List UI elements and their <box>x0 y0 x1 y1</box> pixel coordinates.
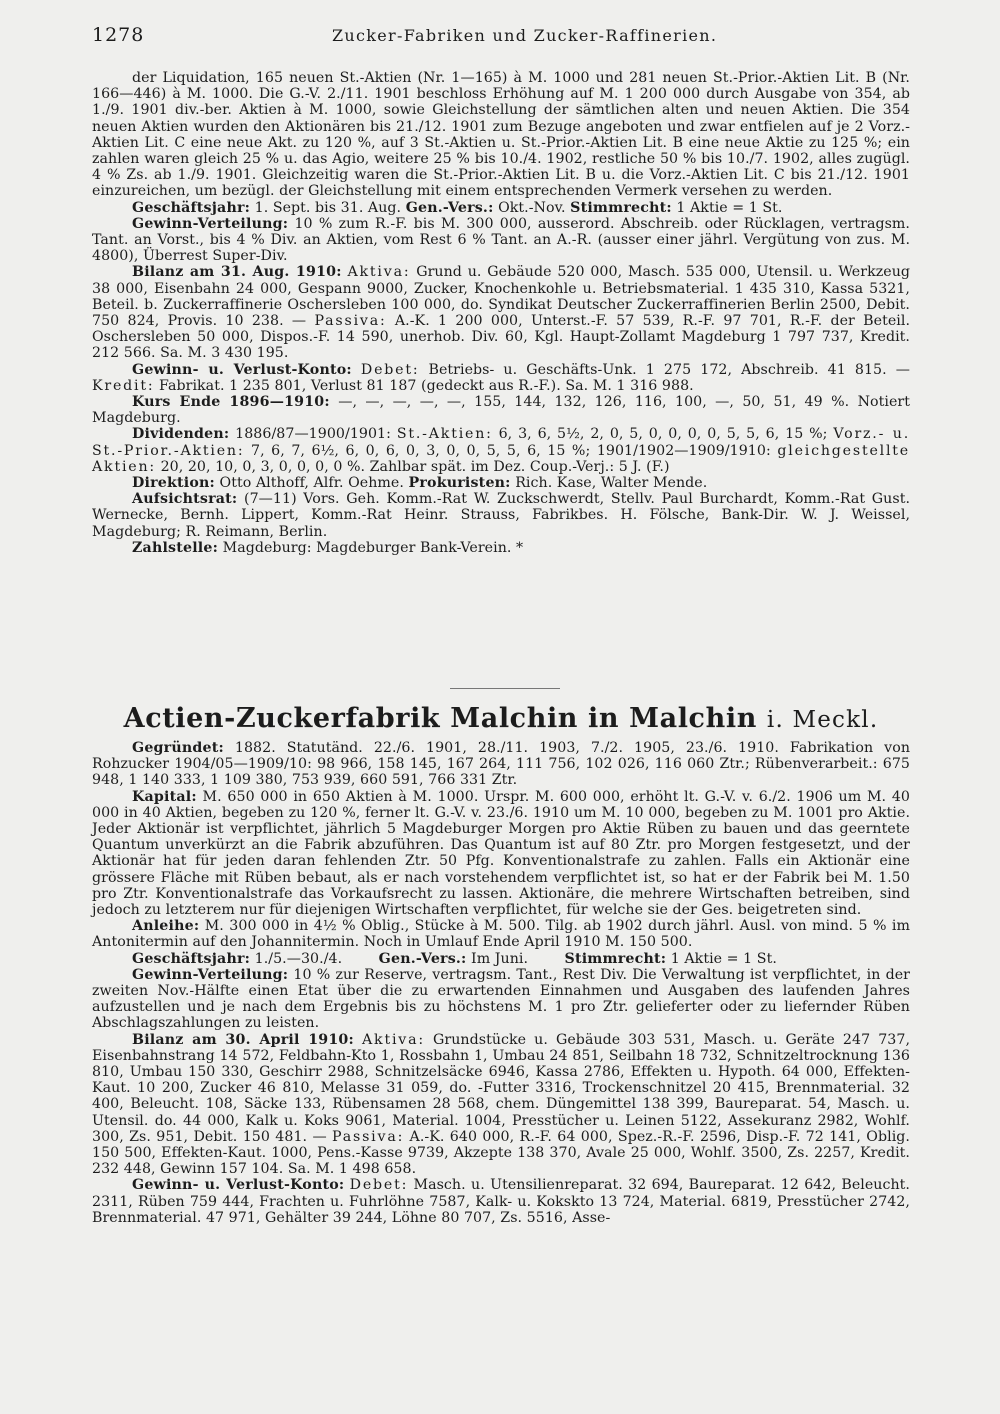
running-header <box>92 24 910 48</box>
stimmrecht-label-2: Stimmrecht: <box>564 950 667 967</box>
dividenden-label: Dividenden: <box>132 426 230 443</box>
genvers-label-2: Gen.-Vers.: <box>378 950 467 967</box>
geschaeftsjahr-paragraph: Geschäftsjahr: 1. Sept. bis 31. Aug. Gen.-Vers.: Okt.-Nov. Stimmrecht: 1 Aktie = 1 St. <box>132 199 783 216</box>
zahlstelle-paragraph: Zahlstelle: Magdeburg: Magdeburger Bank-Verein. * <box>132 539 524 556</box>
aufsichtsrat-label: Aufsichtsrat: <box>132 491 238 508</box>
stimmrecht-label: Stimmrecht: <box>570 199 672 216</box>
gewinn-verteilung-label: Gewinn-Verteilung: <box>132 215 289 232</box>
kurs-label: Kurs Ende 1896—1910: <box>132 394 330 411</box>
liquidation-paragraph: der Liquidation, 165 neuen St.-Aktien (Nr. 1—165) à M. 1000 und 281 neuen St.-Prior.-Aktien Lit. B (Nr. 166—446) à M. 1000. Die G.-V. 2./11. 1901 beschloss Erhöhung auf M. 1 200 000 durch Ausgabe von 354, ab 1./9. 1901 div.-ber. Aktien à M. 1000, sowie Gleichstellung der sämtlichen alten und neuen Aktien. Die 354 neuen Aktien wurden den Aktionären bis 21./12. 1901 zum Bezuge angeboten und zwar entfielen auf je 2 Vorz.-Aktien Lit. C eine neue Akt. zu 120 %, auf 3 St.-Aktien u. St.-Prior.-Aktien Lit. B eine neue Aktie zu 125 %; ein zahlen waren gleich 25 % u. das Agio, weitere 25 % bis 10./4. 1902, restliche 50 % bis 10./7. 1902, alles zugügl. 4 % Zs. ab 1./9. 1901. Gleichzeitig waren die St.-Prior.-Aktien Lit. B u. die Vorz.-Aktien Lit. C bis 21./12. 1901 einzureichen, um bezügl. der Gleichstellung mit einem entsprechenden Vermerk versehen zu werden. <box>92 70 910 200</box>
guv-paragraph: Gewinn- u. Verlust-Konto: Debet: Betriebs- u. Geschäfts-Unk. 1 275 172, Abschreib. 41 815. — Kredit: Fabrikat. 1 235 801, Verlust 81 187 (gedeckt aus R.-F.). Sa. M. 1 316 988. <box>92 361 910 394</box>
company-entry-text <box>92 740 910 1226</box>
prokuristen-label: Prokuristen: <box>408 475 511 492</box>
direktion-paragraph: Direktion: Otto Althoff, Alfr. Oehme. Prokuristen: Rich. Kase, Walter Mende. <box>132 475 708 492</box>
kapital-paragraph: Kapital: M. 650 000 in 650 Aktien à M. 1000. Urspr. M. 600 000, erhöht lt. G.-V. v. 6./2. 1906 um M. 40 000 in 40 Aktien, begeben zu 120 %, ferner lt. G.-V. v. 23./6. 1910 um M. 10 000, begeben zu M. 1001 pro Aktie. Jeder Aktionär ist verpflichtet, jährlich 5 Magdeburger Morgen pro Aktie Rüben zu bauen und das geerntete Quantum unverkürzt an die Fabrik abzuführen. Das Quantum ist auf 80 Ztr. pro Morgen festgesetzt, und der Aktionär hat für jeden daran fehlenden Ztr. 50 Pfg. Konventionalstrafe zu zahlen. Falls ein Aktionär eine grössere Fläche mit Rüben bebaut, als er nach vorstehendem verpflichtet ist, so hat er der Fabrik bei M. 1.50 pro Ztr. Konventionalstrafe das Vorkaufsrecht zu lassen. Aktionäre, die mehrere Wirtschaften betreiben, sind jedoch zu letzterem nur für diejenigen Wirtschaften verpflichtet, für welche sie der Ges. beigetreten sind. <box>92 788 910 919</box>
anleihe-label: Anleihe: <box>132 918 200 935</box>
geschaeftsjahr-paragraph-2: Geschäftsjahr: 1./5.—30./4. Gen.-Vers.: Im Juni. Stimmrecht: 1 Aktie = 1 St. <box>132 950 777 967</box>
aufsichtsrat-paragraph: Aufsichtsrat: (7—11) Vors. Geh. Komm.-Rat W. Zuckschwerdt, Stellv. Paul Burchardt, Komm.-Rat Gust. Wernecke, Bernh. Lippert, Komm.-Rat Heinr. Strauss, Fabrikbes. H. Fölsche, Bank-Dir. W. J. Weissel, Magdeburg; R. Reimann, Berlin. <box>92 491 911 540</box>
bilanz-paragraph: Bilanz am 31. Aug. 1910: Aktiva: Grund u. Gebäude 520 000, Masch. 535 000, Utensil. u. Werkzeug 38 000, Eisenbahn 24 000, Gespann 9000, Zucker, Knochenkohle u. Betriebsmaterial. 1 435 310, Kassa 5321, Beteil. b. Zuckerraffinerie Oschersleben 100 000, do. Syndikat Deutscher Zuckerraffinerien Berlin 2500, Debit. 750 824, Provis. 10 238. — Passiva: A.-K. 1 200 000, Unterst.-F. 57 539, R.-F. 97 701, R.-F. der Beteil. Oschersleben 50 000, Dispos.-F. 14 590, unerhob. Div. 60, Kgl. Haupt-Zollamt Magdeburg 1 797 737, Kredit. 212 566. Sa. M. 3 430 195. <box>92 264 911 362</box>
direktion-label: Direktion: <box>132 475 215 492</box>
company-title <box>92 702 910 737</box>
previous-entry-text <box>92 70 910 556</box>
gegruendet-label: Gegründet: <box>132 740 224 756</box>
company-name: Actien-Zuckerfabrik Malchin in Malchin <box>123 703 757 734</box>
kapital-label: Kapital: <box>132 788 197 805</box>
gegruendet-paragraph: Gegründet: 1882. Statutänd. 22./6. 1901, 28./11. 1903, 7./2. 1905, 23./6. 1910. Fabrikation von Rohzucker 1904/05—1909/10: 98 966, 158 145, 167 264, 111 756, 102 026, 116 060 Ztr.; Rübenverarbeit.: 675 948, 1 140 333, 1 109 380, 753 939, 660 591, 766 331 Ztr. <box>92 740 911 789</box>
gewinn-verteilung-paragraph: Gewinn-Verteilung: 10 % zum R.-F. bis M. 300 000, ausserord. Abschreib. oder Rücklagen, vertragsm. Tant. an Vorst., bis 4 % Div. an Aktien, vom Rest 6 % Tant. an A.-R. (ausser einer jährl. Vergütung von zus. M. 4800), Überrest Super-Div. <box>92 215 910 265</box>
header-title: Zucker-Fabriken und Zucker-Raffinerien. <box>332 26 718 45</box>
bilanz-paragraph-2: Bilanz am 30. April 1910: Aktiva: Grundstücke u. Gebäude 303 531, Masch. u. Geräte 247 737, Eisenbahnstrang 14 572, Feldbahn-Kto 1, Rossbahn 1, Umbau 24 851, Seilbahn 18 732, Schnitzeltrocknung 136 810, Umbau 150 330, Geschirr 2988, Schnitzelsäcke 6946, Kassa 2786, Effekten u. Hypoth. 64 000, Effekten-Kaut. 10 200, Zucker 46 810, Melasse 31 059, do. -Futter 3316, Trockenschnitzel 20 415, Brennmaterial. 32 400, Beleucht. 108, Säcke 133, Rübensamen 28 568, chem. Düngemittel 138 399, Baureparat. 54, Masch. u. Utensil. do. 44 000, Kalk u. Koks 9061, Material. 1004, Presstücher u. Leinen 5122, Assekuranz 2982, Wohlf. 300, Zs. 951, Debit. 150 481. — Passiva: A.-K. 640 000, R.-F. 64 000, Spez.-R.-F. 2596, Disp.-F. 72 141, Oblig. 150 500, Effekten-Kaut. 1000, Pens.-Kasse 9739, Akzepte 138 370, Avale 25 000, Wohlf. 3500, Zs. 2257, Kredit. 232 448, Gewinn 157 104. Sa. M. 1 498 658. <box>92 1031 911 1178</box>
kurs-paragraph: Kurs Ende 1896—1910: —, —, —, —, —, 155, 144, 132, 126, 116, 100, —, 50, 51, 49 %. Notiert Magdeburg. <box>92 394 910 427</box>
bilanz-label: Bilanz am 31. Aug. 1910: <box>132 264 342 281</box>
genvers-label: Gen.-Vers.: <box>405 199 494 216</box>
geschaeftsjahr-label-2: Geschäftsjahr: <box>132 950 251 967</box>
zahlstelle-label: Zahlstelle: <box>132 539 219 556</box>
geschaeftsjahr-label: Geschäftsjahr: <box>132 199 251 216</box>
page-number: 1278 <box>92 24 145 46</box>
company-location-suffix: i. Meckl. <box>766 707 879 733</box>
entry-separator <box>450 688 560 689</box>
dividenden-paragraph: Dividenden: 1886/87—1900/1901: St.-Aktien: 6, 3, 6, 5½, 2, 0, 5, 0, 0, 0, 0, 5, 5, 6, 15 %; Vorz.- u. St.-Prior.-Aktien: 7, 6, 7, 6½, 6, 0, 6, 0, 3, 0, 0, 5, 5, 6, 15 %; 1901/1902—1909/1910: gleichgestellte Aktien: 20, 20, 10, 0, 3, 0, 0, 0, 0 %. Zahlbar spät. im Dez. Coup.-Verj.: 5 J. (F.) <box>92 426 911 475</box>
guv-label: Gewinn- u. Verlust-Konto: <box>132 361 352 378</box>
bilanz-label-2: Bilanz am 30. April 1910: <box>132 1031 354 1048</box>
gewinn-verteilung-paragraph-2: Gewinn-Verteilung: 10 % zur Reserve, vertragsm. Tant., Rest Div. Die Verwaltung ist verpflichtet, in der zweiten Nov.-Hälfte einen Etat über die zu erwartenden Einnahmen und Ausgaben des laufenden Jahres aufzustellen und je nach dem Ergebnis bis zu höchstens M. 1 pro Ztr. gelieferter oder zu liefernder Rüben Abschlagszahlungen zu leisten. <box>92 966 910 1032</box>
guv-label-2: Gewinn- u. Verlust-Konto: <box>132 1177 345 1194</box>
gewinn-verteilung-label-2: Gewinn-Verteilung: <box>132 966 289 983</box>
guv-paragraph-2: Gewinn- u. Verlust-Konto: Debet: Masch. u. Utensilienreparat. 32 694, Baureparat. 12 642, Beleucht. 2311, Rüben 759 444, Frachten u. Fuhrlöhne 7587, Kalk- u. Kokskto 13 724, Material. 6819, Presstücher 2742, Brennmaterial. 47 971, Gehälter 39 244, Löhne 80 707, Zs. 5516, Asse- <box>92 1177 910 1226</box>
anleihe-paragraph: Anleihe: M. 300 000 in 4½ % Oblig., Stücke à M. 500. Tilg. ab 1902 durch jährl. Ausl. von mind. 5 % im Antonitermin auf den Johannitermin. Noch in Umlauf Ende April 1910 M. 150 500. <box>92 918 910 951</box>
